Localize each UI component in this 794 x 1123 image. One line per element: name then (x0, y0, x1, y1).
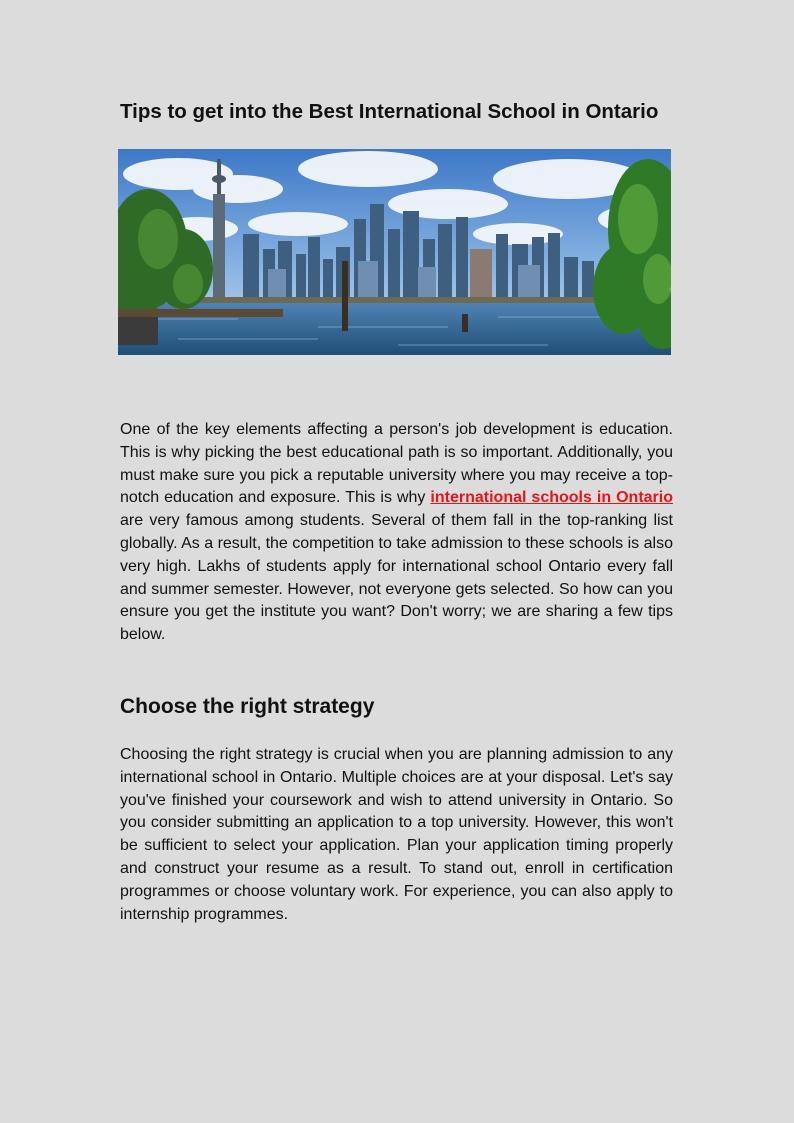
intro-paragraph (120, 419, 673, 647)
toronto-skyline-photo (118, 149, 671, 355)
section-heading: Choose the right strategy (120, 695, 375, 718)
intro-text-start: One of the key elements affecting a person's job development is education. This is why picking the best educational path is so important. Additionally, you must make sure you pick a reputable university where you may receive a top-notch education and exposure. This is why (120, 421, 673, 507)
page-title: Tips to get into the Best International School in Ontario (120, 100, 659, 123)
international-schools-link[interactable]: international schools in Ontario (430, 489, 673, 507)
section-paragraph: Choosing the right strategy is crucial when you are planning admission to any international school in Ontario. Multiple choices are at your disposal. Let's say you've finished your coursework and wish to attend university in Ontario. So you consider submitting an application to a top university. However, this won't be sufficient to select your application. Plan your application timing properly and construct your resume as a result. To stand out, enroll in certification programmes or choose voluntary work. For experience, you can also apply to internship programmes. (120, 746, 673, 923)
intro-text-end: are very famous among students. Several of them fall in the top-ranking list globally. As a result, the competition to take admission to these schools is also very high. Lakhs of students apply for international school Ontario every fall and summer semester. However, not everyone gets selected. So how can you ensure you get the institute you want? Don't worry; we are sharing a few tips below. (120, 512, 673, 644)
